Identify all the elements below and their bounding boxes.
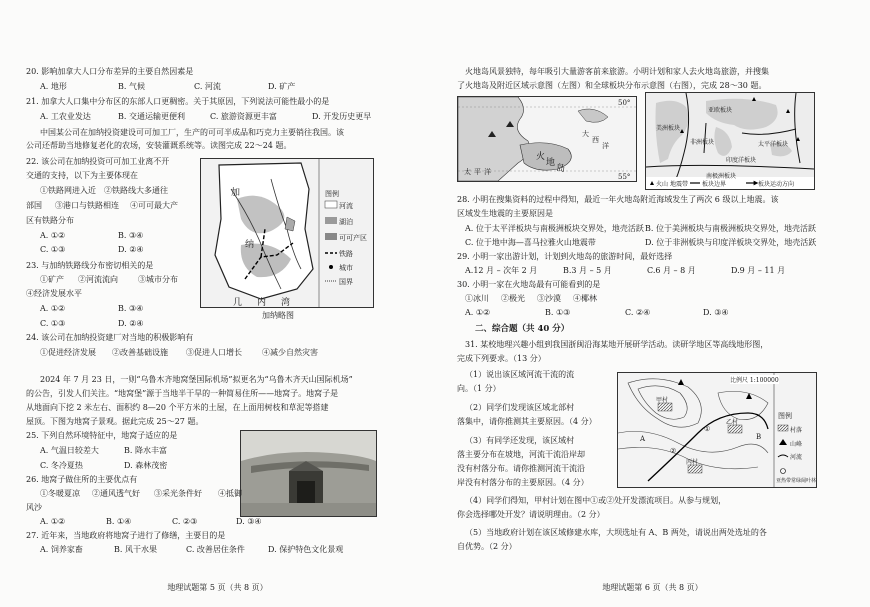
intro2-line1: 2024 年 7 月 23 日，一则“乌鲁木齐地窝堡国际机场”拟更名为“乌鲁木齐天山国际机场” <box>40 375 353 384</box>
q27-stem: 27. 近年来，当地政府将地窝子进行了修缮，主要目的是 <box>26 531 226 540</box>
q31-part5-line2: 自优势。（2 分） <box>457 542 517 551</box>
q28-option-c: C. 位于地中海—喜马拉雅火山地震带 <box>465 238 596 247</box>
q31-part4-line2: 你会选择哪处开发？请说明理由。（2 分） <box>457 510 605 519</box>
contour-label-bing: 丙村 <box>686 459 699 466</box>
q26-item-2: ②通风透气好 <box>92 489 140 498</box>
plate-label-african: 非洲板块 <box>690 139 715 146</box>
contour-label-site2: ② <box>670 447 677 455</box>
q31-part3-line2: 落主要分布在坡地，河流干流沿岸却 <box>457 450 585 459</box>
q26-option-a: A. ①② <box>40 517 66 526</box>
q21-option-b: B. 交通运输更便利 <box>118 112 185 121</box>
q29-option-c: C.6 月 – 8 月 <box>647 266 696 275</box>
q22-item-2: ②铁路线大多通往 <box>104 186 168 195</box>
q31-stem-line2: 完成下列要求。（13 分） <box>457 354 546 363</box>
global-plates-map <box>645 92 815 190</box>
q22-option-b: B. ③④ <box>118 231 144 240</box>
tierra-intro-line1: 火地岛风景独特，每年吸引大量游客前来旅游。小明计划和家人去火地岛旅游，并搜集 <box>465 67 769 76</box>
tdf-lat-50: 50° <box>618 99 631 107</box>
ghana-label-3: 几 <box>233 298 243 308</box>
q22-item-1: ①铁路网进入近 <box>40 186 96 195</box>
q26-item-4: ④抵御 <box>218 489 242 498</box>
q24-item-4: ④减少自然灾害 <box>262 348 318 357</box>
contour-label-site1: ① <box>704 425 711 433</box>
q22-stem-line1: 22. 该公司在加纳投资可可加工业离不开 <box>26 157 170 166</box>
ghana-label-2: 纳 <box>245 240 255 250</box>
q31-part4-line1: （4）同学们得知，甲村计划在图中①或②处开发漂流项目。从参与规划， <box>465 496 727 505</box>
tdf-label-4: 太 <box>464 168 471 176</box>
tdf-label-9: 洋 <box>602 142 609 150</box>
plate-label-eurasian: 亚欧板块 <box>708 107 733 114</box>
q20-stem: 20. 影响加拿大人口分布差异的主要自然因素是 <box>26 67 194 76</box>
q21-option-c: C. 旅游资源更丰富 <box>210 112 277 121</box>
left-page-footer: 地理试题第 5 页（共 8 页） <box>167 583 268 592</box>
q20-option-d: D. 矿产 <box>268 82 296 91</box>
ghana-legend-cocoa: 可可产区 <box>339 234 367 242</box>
ghana-map-caption: 加纳略图 <box>262 311 294 320</box>
intro1-line1: 中国某公司在加纳投资建设可可加工厂，生产的可可半成品和巧克力主要销往我国。该 <box>40 128 344 137</box>
contour-legend-title: 图例 <box>778 412 792 420</box>
q28-option-d: D. 位于非洲板块与印度洋板块交界处，地壳活跃 <box>645 238 817 247</box>
q30-item-3: ③沙漠 <box>537 294 561 303</box>
right-page-footer: 地理试题第 6 页（共 8 页） <box>602 583 703 592</box>
right-page <box>435 0 870 607</box>
plate-label-pacific: 太平洋板块 <box>758 141 789 148</box>
q26-item-3: ③采光条件好 <box>154 489 202 498</box>
q22-item-4: ④可可最大产 <box>130 201 178 210</box>
ghana-legend-title: 图例 <box>325 190 339 198</box>
plate-label-indian: 印度洋板块 <box>726 157 757 164</box>
q25-option-b: B. 降水丰富 <box>124 446 167 455</box>
q31-part1-line1: （1）说出该区域河流干流的流 <box>465 370 575 379</box>
q30-option-b: B. ①③ <box>545 308 571 317</box>
q22-item-4b: 区有铁路分布 <box>26 216 74 225</box>
tdf-label-6: 洋 <box>484 168 491 176</box>
q28-option-a: A. 位于太平洋板块与南极洲板块交界处，地壳活跃 <box>465 224 644 233</box>
q28-stem-line2: 区域发生地震的主要原因是 <box>457 209 553 218</box>
q26-option-c: C. ②③ <box>172 517 198 526</box>
plates-legend-quake: 地震带 <box>670 181 689 188</box>
q24-item-3: ③促进人口增长 <box>186 348 242 357</box>
q31-part3-line1: （3）有同学还发现，该区域村 <box>465 436 575 445</box>
q22-option-c: C. ①③ <box>40 245 66 254</box>
contour-label-jia: 甲村 <box>656 397 669 404</box>
q26-item-1: ①冬暖夏凉 <box>40 489 80 498</box>
q29-stem: 29. 小明一家出游计划，计划到火地岛的旅游时间，最好选择 <box>457 252 673 261</box>
q23-item-4: ④经济发展水平 <box>26 289 82 298</box>
ghana-legend-city: 城市 <box>339 264 353 272</box>
q20-option-a: A. 地形 <box>40 82 67 91</box>
q21-option-d: D. 开发历史更早 <box>312 112 372 121</box>
contour-scale: 比例尺 1:100000 <box>730 377 779 384</box>
q23-item-1: ①矿产 <box>40 275 64 284</box>
contour-map-drawing <box>618 373 816 487</box>
contour-label-a: A <box>640 435 646 443</box>
intro2-line2: 的公告，引发人们关注。“地窝堡”源于当地半干旱的一种简易住所——地窝子。地窝子是 <box>26 389 339 398</box>
tdf-label-5: 平 <box>474 168 481 176</box>
ghana-label-4: 内 <box>257 298 267 308</box>
q29-option-b: B.3 月 – 5 月 <box>563 266 612 275</box>
q31-stem-line1: 31. 某校地理兴趣小组到我国浙闽沿海某地开展研学活动。读研学地区等高线地形图， <box>465 340 769 349</box>
intro2-line4: 屋顶。下图为地窝子景观。据此完成 25～27 题。 <box>26 417 204 426</box>
plate-label-antarctic: 南极洲板块 <box>706 173 737 180</box>
plates-legend-volcano: 火山 <box>656 181 669 188</box>
q23-stem: 23. 与加纳铁路线分布密切相关的是 <box>26 261 154 270</box>
q26-option-d: D. ③④ <box>236 517 262 526</box>
plate-label-american: 美洲板块 <box>656 125 681 132</box>
q30-option-d: D. ③④ <box>703 308 729 317</box>
dugout-photo <box>240 430 377 517</box>
q24-item-2: ②改善基础设施 <box>112 348 168 357</box>
q31-part2-line1: （2）同学们发现该区域北部村 <box>465 403 575 412</box>
q31-part1-line2: 向。（1 分） <box>457 384 501 393</box>
plates-legend-movement: 板块运动方向 <box>758 181 795 188</box>
q27-option-a: A. 饲养家畜 <box>40 545 83 554</box>
section-heading: 二、综合题（共 40 分） <box>475 324 570 334</box>
ghana-label-5: 湾 <box>281 298 291 308</box>
ghana-legend-rail: 铁路 <box>339 250 353 258</box>
q30-item-2: ②极光 <box>501 294 525 303</box>
dugout-photo-drawing <box>241 431 376 516</box>
q27-option-c: C. 改善居住条件 <box>186 545 245 554</box>
q20-option-c: C. 河流 <box>194 82 221 91</box>
q26-item-4b: 风沙 <box>26 503 42 512</box>
q21-stem: 21. 加拿大人口集中分布区的东部人口更稠密。关于其原因，下列说法可能性最小的是 <box>26 97 330 106</box>
tierra-del-fuego-map <box>457 96 637 182</box>
q25-option-c: C. 冬冷夏热 <box>40 461 83 470</box>
q30-stem: 30. 小明一家在火地岛最有可能看到的是 <box>457 280 601 289</box>
q28-stem-line1: 28. 小明在搜集资料的过程中得知，最近一年火地岛附近海域发生了两次 6 级以上地震。该 <box>457 195 779 204</box>
contour-map <box>617 372 817 488</box>
q20-option-b: B. 气候 <box>118 82 145 91</box>
ghana-legend-river: 河流 <box>339 202 353 210</box>
q21-option-a: A. 工农业发达 <box>40 112 91 121</box>
q23-option-b: B. ③④ <box>118 304 144 313</box>
q25-option-d: D. 森林茂密 <box>124 461 168 470</box>
tdf-label-3: 岛 <box>556 164 566 174</box>
q27-option-b: B. 风干水果 <box>114 545 157 554</box>
tierra-intro-line2: 了火地岛及附近区域示意图（左图）和全球板块分布示意图（右图），完成 28～30 题。 <box>457 81 767 90</box>
intro2-line3: 从地面向下挖 2 米左右、面积约 8—20 个平方米的土屋，在上面用树枝和草泥等搭建 <box>26 403 329 412</box>
q22-item-2b: 部国 <box>26 201 42 210</box>
intro1-line2: 公司还帮助当地修复老化的农场，安装灌溉系统等。读图完成 22～24 题。 <box>26 141 292 150</box>
tdf-label-1: 火 <box>536 152 546 162</box>
q22-item-3: ③港口与铁路相连 <box>55 201 119 210</box>
plates-legend-boundary: 板块边界 <box>702 181 727 188</box>
q24-item-1: ①促进经济发展 <box>40 348 96 357</box>
tdf-label-7: 大 <box>582 130 589 138</box>
q29-option-a: A.12 月 – 次年 2 月 <box>465 266 538 275</box>
contour-legend-peak: 山峰 <box>790 441 803 448</box>
tdf-label-2: 地 <box>546 158 556 168</box>
q30-option-c: C. ②④ <box>625 308 651 317</box>
tdf-lat-55: 55° <box>618 173 631 181</box>
contour-label-b: B <box>756 433 762 441</box>
q25-stem: 25. 下列自然环境特征中，地窝子适应的是 <box>26 431 178 440</box>
ghana-map <box>200 158 374 308</box>
ghana-legend-lake: 湖泊 <box>339 218 353 226</box>
q22-option-d: D. ②④ <box>118 245 144 254</box>
ghana-label-1: 加 <box>231 188 241 198</box>
contour-legend-river: 河流 <box>790 454 803 461</box>
q31-part2-line2: 落集中，请你推测其主要原因。（4 分） <box>457 417 597 426</box>
q30-item-4: ④椰林 <box>573 294 597 303</box>
contour-label-yi: 乙村 <box>726 419 739 426</box>
q30-option-a: A. ①② <box>465 308 491 317</box>
tdf-label-8: 西 <box>592 136 599 144</box>
q31-part3-line4: 岸没有村落分布的主要原因。（4 分） <box>457 478 589 487</box>
q30-item-1: ①冰川 <box>465 294 489 303</box>
q29-option-d: D.9 月 – 11 月 <box>731 266 786 275</box>
q25-option-a: A. 气温日较差大 <box>40 446 99 455</box>
q23-option-a: A. ①② <box>40 304 66 313</box>
q27-option-d: D. 保护特色文化景观 <box>268 545 344 554</box>
q22-stem-line2: 交通的支持，以下为主要体现在 <box>26 171 138 180</box>
contour-legend-forest: 亚热带常绿阔叶林 <box>776 478 817 484</box>
q23-item-2: ②河流流向 <box>78 275 118 284</box>
q26-stem: 26. 地窝子做住所的主要优点有 <box>26 475 138 484</box>
q24-stem: 24. 该公司在加纳投资建厂对当地的积极影响有 <box>26 333 194 342</box>
q26-option-b: B. ①④ <box>106 517 132 526</box>
q23-item-3: ③城市分布 <box>138 275 178 284</box>
q23-option-c: C. ①③ <box>40 319 66 328</box>
q23-option-d: D. ②④ <box>118 319 144 328</box>
ghana-legend-border: 国界 <box>339 278 353 286</box>
q28-option-b: B. 位于美洲板块与南极洲板块交界处，地壳活跃 <box>645 224 816 233</box>
q22-option-a: A. ①② <box>40 231 66 240</box>
contour-legend-village: 村落 <box>790 427 803 434</box>
q31-part5-line1: （5）当地政府计划在该区域修建水库，大坝选址有 A、B 两处，请说出两处选址的各 <box>465 528 767 537</box>
q31-part3-line3: 没有村落分布。请你推测河流干流沿 <box>457 464 585 473</box>
